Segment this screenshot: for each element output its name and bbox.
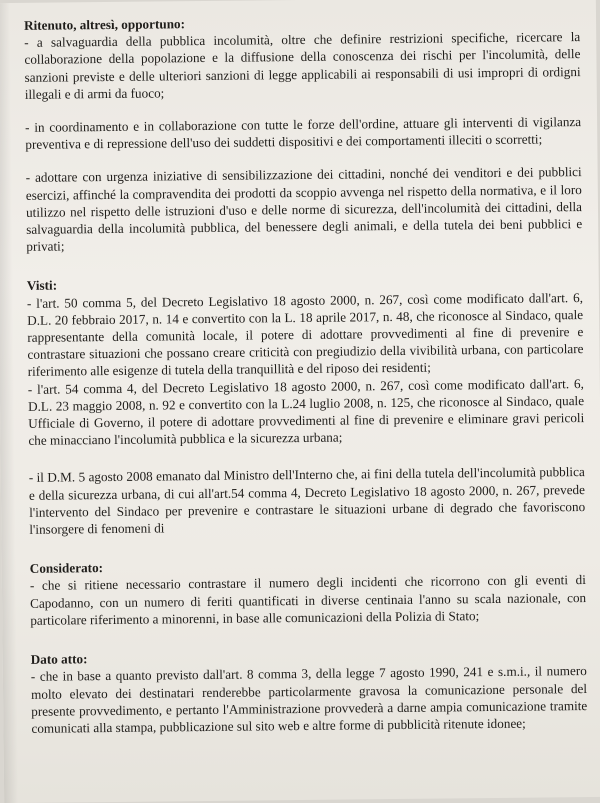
section-heading: Considerato: [29,560,104,577]
paragraph: - che in base a quanto previsto dall'art. 8 comma 3, della legge 7 agosto 1990, 241 e s.m.i., il numero molto elevato dei destinatari renderebbe particolarmente gravosa la comunicazione personale del presente provvedimento, e pertanto l'Amministrazione provvederà a darne ampia comunicazione tramite comunicati alla stampa, pubblicazione sul sito web e altre forme di pubblicità ritenute idonee; [30,663,588,736]
section-considerato [30,554,587,629]
paragraph: - in coordinamento e in collaborazione con tutte le forze dell'ordine, attuare gli interventi di vigilanza preventiva e di repressione dell'uso dei suddetti dispositivi e dei comportamenti illeciti o scorretti; [25,114,582,153]
paragraph: - l'art. 50 comma 5, del Decreto Legislativo 18 agosto 2000, n. 267, così come modificato dall'art. 6, D.L. 20 febbraio 2017, n. 14 e convertito con la L. 18 aprile 2017, n. 48, che riconosce al Sindaco, quale rappresentante della comunità locale, il potere di adottare provvedimenti al fine di prevenire e contrastare situazioni che possano creare criticità con pregiudizio della vivibilità urbana, con particolare riferimento alle esigenze di tutela della tranquillità e del riposo dei residenti; [26,289,584,380]
section-heading: Dato atto: [30,651,88,667]
section-heading: Visti: [26,277,58,294]
page-shadow [0,3,18,803]
paragraph: - adottare con urgenza iniziative di sensibilizzazione dei cittadini, nonché dei venditori e dei pubblici esercizi, affinché la compravendita dei prodotti da scoppio avvenga nel rispetto della normativa, e il loro utilizzo nel rispetto delle istruzioni d'uso e delle norme di sicurezza, dell'incolumità dei cittadini, della salvaguardia della incolumità pubblica, del benessere degli animali, e della tutela dei beni pubblici e privati; [25,164,583,255]
paragraph: - il D.M. 5 agosto 2008 emanato dal Ministro dell'Interno che, ai fini della tutela dell'incolumità pubblica e della sicurezza urbana, di cui all'art.54 comma 4, Decreto Legislativo 18 agosto 2000, n. 267, prevede l'intervento del Sindaco per prevenire e contrastare le situazioni urbane di degrado che favoriscono l'insorgere di fenomeni di [28,464,586,537]
section-heading: Ritenuto, altresì, opportuno: [23,16,186,33]
section-ritenuto [24,11,582,255]
paragraph: - che si ritiene necessario contrastare il numero degli incidenti che ricorrono con gli eventi di Capodanno, con un numero di feriti quantificati in diverse centinaia l'anno su scala nazionale, con particolare riferimento a minorenni, in base alle comunicazioni della Polizia di Stato; [29,572,587,628]
section-dato-atto [31,645,588,737]
paragraph: - a salvaguardia della pubblica incolumità, oltre che definire restrizioni specifiche, ricercare la collaborazione della popolazione e la diffusione della conoscenza dei rischi per l'incolumità, delle sanzioni previste e delle ulteriori sanzioni di legge applicabili ai responsabili di usi impropri di ordigni illegali e di armi da fuoco; [24,29,581,102]
paragraph: - l'art. 54 comma 4, del Decreto Legislativo 18 agosto 2000, n. 267, così come modificato dall'art. 6, D.L. 23 maggio 2008, n. 92 e convertito con la L.24 luglio 2008, n. 125, che riconosce al Sindaco, quale Ufficiale di Governo, il potere di adottare provvedimenti al fine di prevenire e eliminare gravi pericoli che minacciano l'incolumità pubblica e la sicurezza urbana; [27,375,585,449]
section-visti [27,271,586,538]
